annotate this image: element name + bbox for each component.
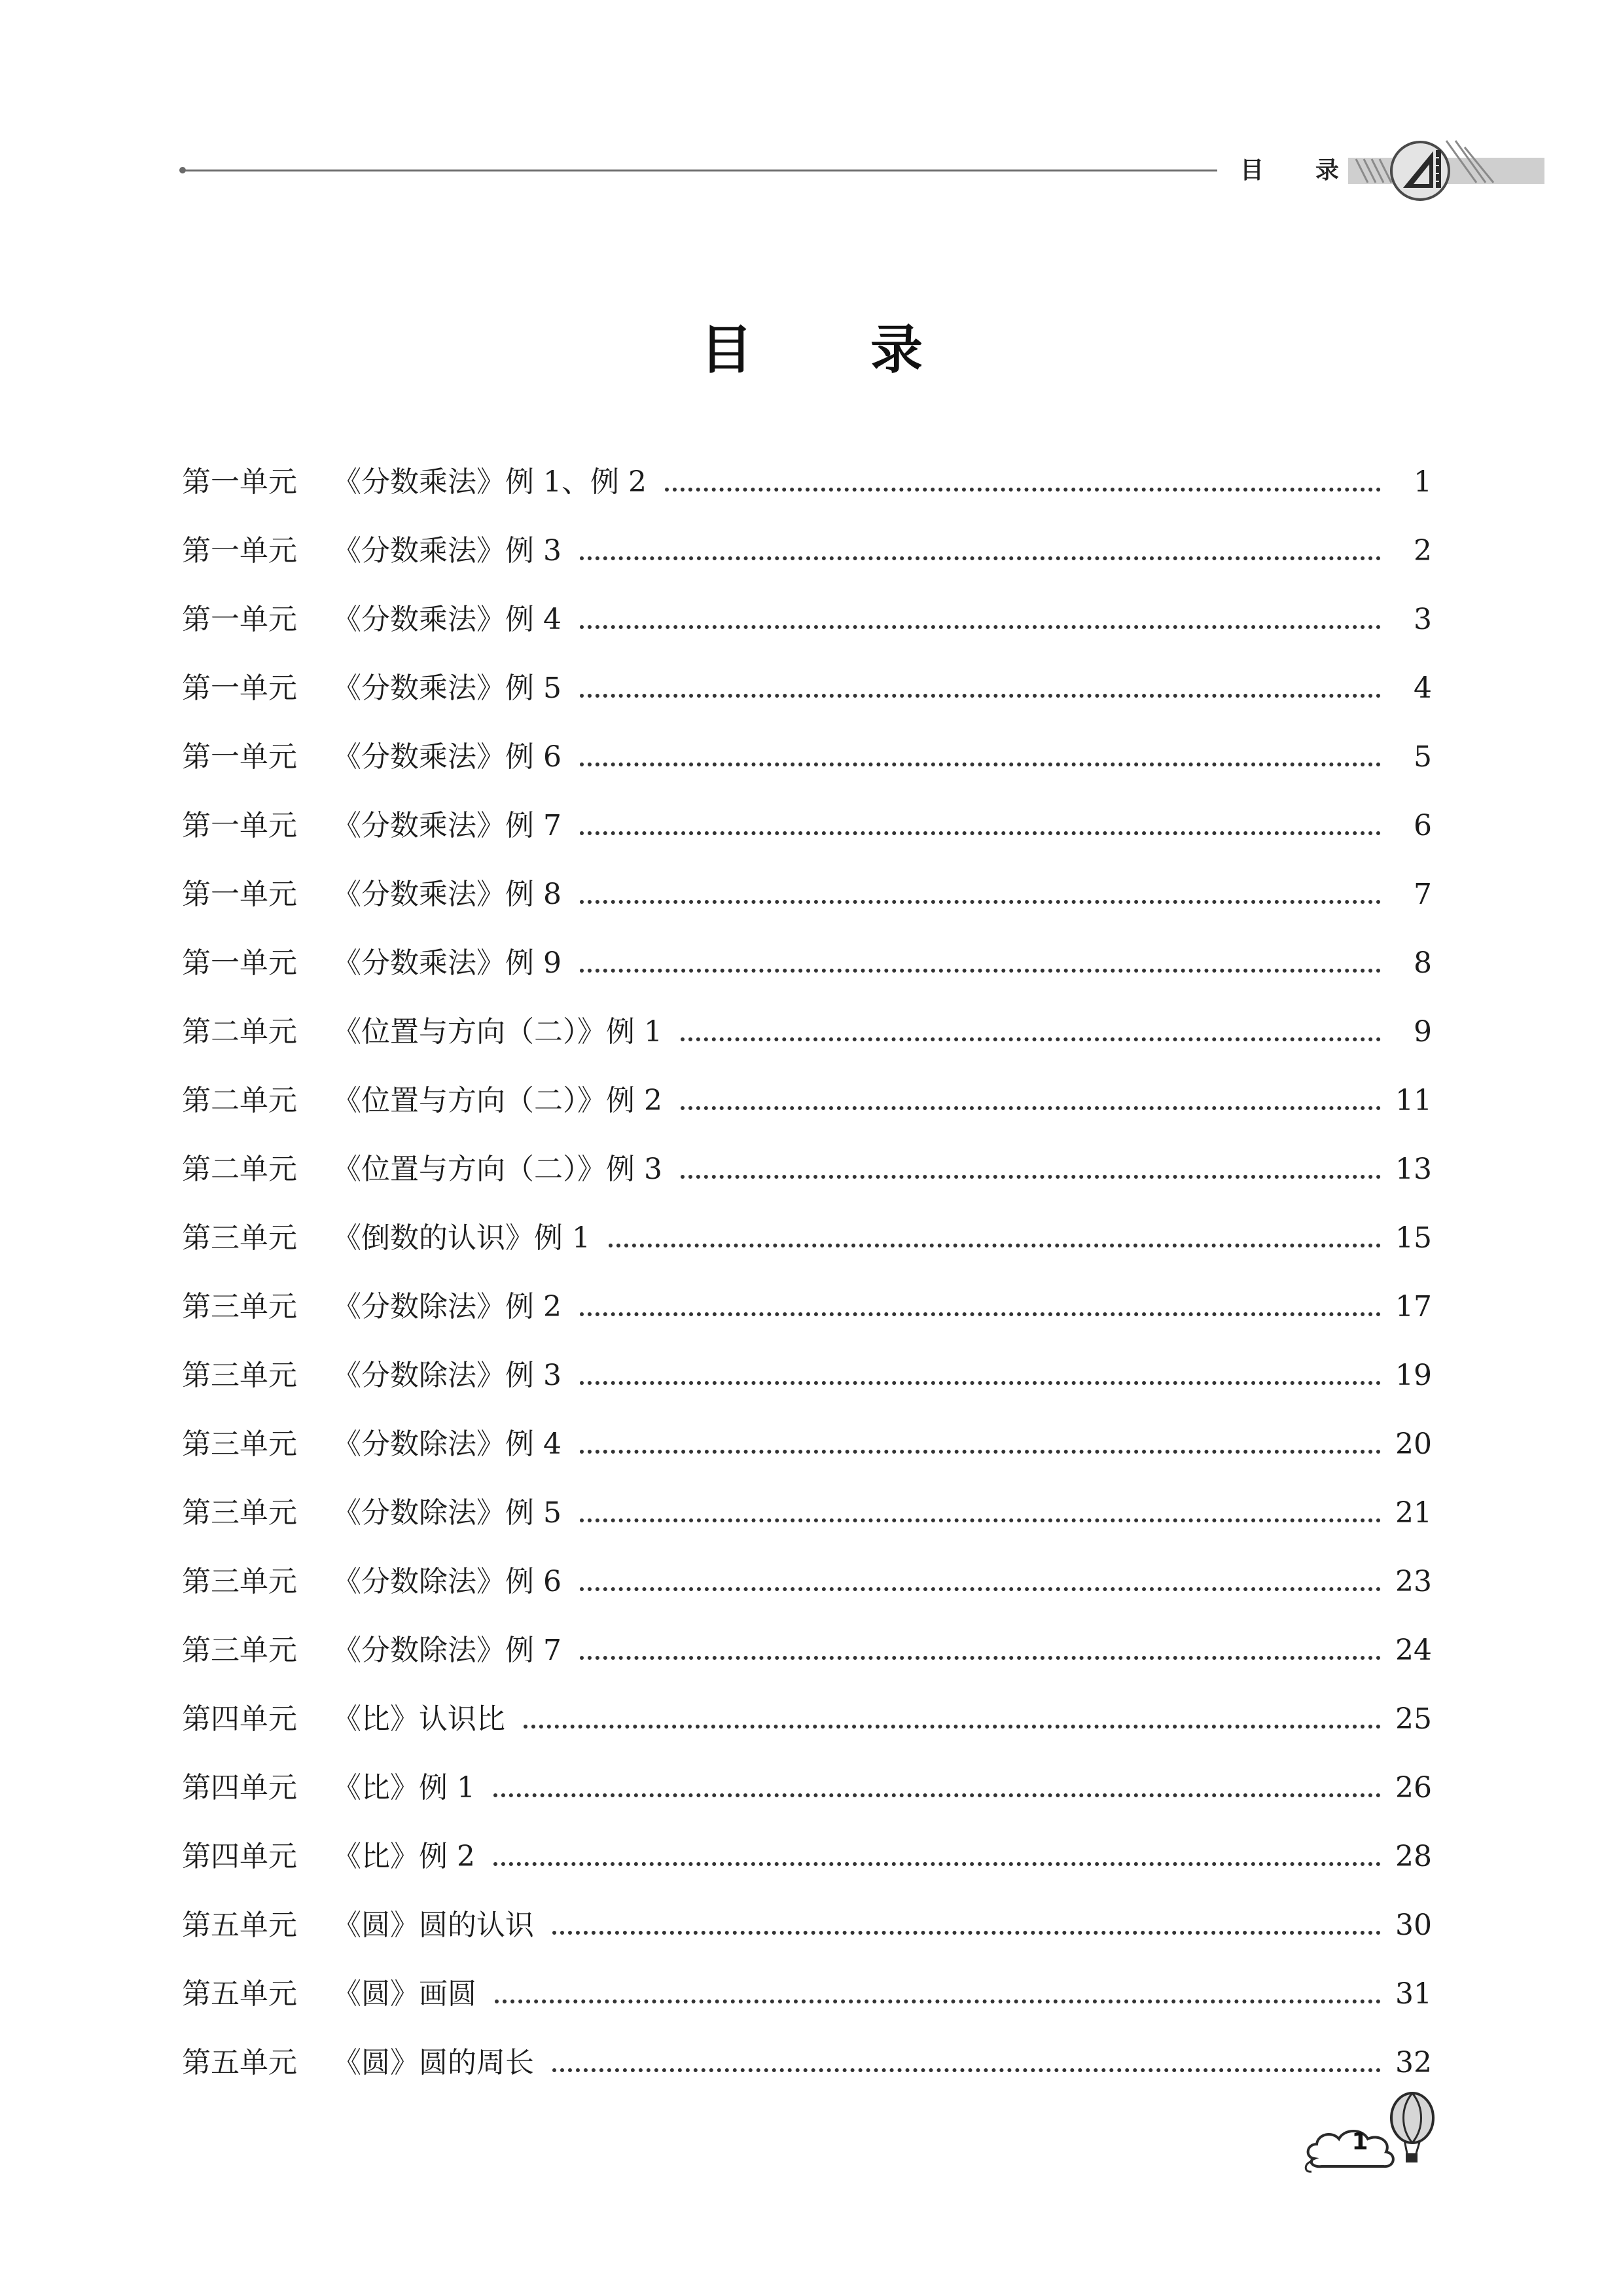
toc-dot-leader bbox=[493, 1862, 1381, 1866]
toc-unit-label: 第二单元 bbox=[182, 1015, 297, 1049]
toc-unit-label: 第四单元 bbox=[182, 1702, 297, 1736]
toc-dot-leader bbox=[580, 1587, 1381, 1591]
toc-unit-label: 第三单元 bbox=[182, 1496, 297, 1530]
set-square-emblem-icon bbox=[1348, 134, 1544, 206]
toc-dot-leader bbox=[580, 1312, 1381, 1316]
toc-unit-label: 第一单元 bbox=[182, 465, 297, 499]
toc-unit-label: 第一单元 bbox=[182, 672, 297, 705]
toc-entry-title: 《倒数的认识》例 1 bbox=[332, 1221, 590, 1255]
toc-unit-label: 第二单元 bbox=[182, 1084, 297, 1117]
toc-entry bbox=[182, 527, 1432, 596]
toc-page-number: 32 bbox=[1395, 2046, 1432, 2079]
toc-entry bbox=[182, 1558, 1432, 1626]
toc-entry bbox=[182, 939, 1432, 1008]
running-header-char-2: 录 bbox=[1315, 157, 1340, 184]
toc-dot-leader bbox=[665, 488, 1381, 492]
toc-entry bbox=[182, 1901, 1432, 1970]
toc-entry-title: 《圆》圆的认识 bbox=[332, 1909, 534, 1942]
toc-dot-leader bbox=[580, 900, 1381, 904]
toc-page-number: 3 bbox=[1414, 603, 1432, 636]
toc-page-number: 15 bbox=[1395, 1221, 1432, 1255]
toc-unit-label: 第三单元 bbox=[182, 1290, 297, 1323]
toc-dot-leader bbox=[580, 1656, 1381, 1660]
toc-entry-title: 《圆》圆的周长 bbox=[332, 2046, 534, 2079]
toc-page-number: 17 bbox=[1395, 1290, 1432, 1323]
toc-page-number: 30 bbox=[1395, 1909, 1432, 1942]
toc-entry bbox=[182, 1833, 1432, 1901]
toc-entry-title: 《位置与方向（二）》例 2 bbox=[332, 1084, 662, 1117]
toc-dot-leader bbox=[552, 1931, 1381, 1935]
toc-page-number: 24 bbox=[1395, 1634, 1432, 1667]
toc-entry-title: 《分数乘法》例 6 bbox=[332, 740, 562, 774]
toc-page-number: 21 bbox=[1395, 1496, 1432, 1530]
toc-unit-label: 第三单元 bbox=[182, 1427, 297, 1461]
toc-dot-leader bbox=[580, 556, 1381, 560]
toc-entry-title: 《圆》画圆 bbox=[332, 1977, 476, 2011]
toc-dot-leader bbox=[495, 2000, 1381, 2003]
toc-page-number: 28 bbox=[1395, 1840, 1432, 1873]
toc-page-number: 4 bbox=[1414, 672, 1432, 705]
toc-entry-title: 《比》例 2 bbox=[332, 1840, 475, 1873]
toc-page-number: 23 bbox=[1395, 1565, 1432, 1598]
toc-unit-label: 第四单元 bbox=[182, 1840, 297, 1873]
toc-entry bbox=[182, 1764, 1432, 1833]
page-number: 1 bbox=[1351, 2128, 1368, 2155]
toc-dot-leader bbox=[580, 1381, 1381, 1385]
toc-entry bbox=[182, 2039, 1432, 2108]
toc-entry bbox=[182, 733, 1432, 802]
toc-entry-title: 《比》例 1 bbox=[332, 1771, 475, 1804]
toc-dot-leader bbox=[580, 1518, 1381, 1522]
toc-entry bbox=[182, 802, 1432, 870]
toc-dot-leader bbox=[580, 625, 1381, 629]
toc-unit-label: 第一单元 bbox=[182, 740, 297, 774]
toc-entry-title: 《分数除法》例 2 bbox=[332, 1290, 562, 1323]
toc-unit-label: 第三单元 bbox=[182, 1634, 297, 1667]
toc-entry-title: 《分数除法》例 4 bbox=[332, 1427, 562, 1461]
toc-unit-label: 第一单元 bbox=[182, 809, 297, 842]
toc-unit-label: 第三单元 bbox=[182, 1565, 297, 1598]
toc-entry bbox=[182, 1352, 1432, 1420]
toc-entry-title: 《分数乘法》例 3 bbox=[332, 534, 562, 567]
toc-unit-label: 第五单元 bbox=[182, 1977, 297, 2011]
toc-unit-label: 第三单元 bbox=[182, 1221, 297, 1255]
toc-entry-title: 《分数乘法》例 1、例 2 bbox=[332, 465, 647, 499]
toc-page-number: 19 bbox=[1395, 1359, 1432, 1392]
toc-entry bbox=[182, 1695, 1432, 1764]
toc-entry-title: 《位置与方向（二）》例 3 bbox=[332, 1153, 662, 1186]
toc-page-number: 1 bbox=[1414, 465, 1432, 499]
toc-entry bbox=[182, 664, 1432, 733]
toc-page-number: 6 bbox=[1414, 809, 1432, 842]
toc-dot-leader bbox=[681, 1106, 1381, 1110]
toc-page-number: 8 bbox=[1414, 946, 1432, 980]
toc-entry-title: 《分数乘法》例 4 bbox=[332, 603, 562, 636]
toc-dot-leader bbox=[580, 831, 1381, 835]
toc-entry bbox=[182, 1214, 1432, 1283]
toc-page-number: 7 bbox=[1414, 878, 1432, 911]
toc-entry-title: 《比》认识比 bbox=[332, 1702, 505, 1736]
toc-dot-leader bbox=[580, 969, 1381, 973]
toc-page-number: 20 bbox=[1395, 1427, 1432, 1461]
toc-dot-leader bbox=[524, 1725, 1381, 1729]
toc-unit-label: 第一单元 bbox=[182, 878, 297, 911]
toc-unit-label: 第一单元 bbox=[182, 946, 297, 980]
toc-entry bbox=[182, 1008, 1432, 1077]
toc-entry bbox=[182, 1970, 1432, 2039]
toc-entry bbox=[182, 1420, 1432, 1489]
toc-dot-leader bbox=[552, 2068, 1381, 2072]
toc-unit-label: 第一单元 bbox=[182, 603, 297, 636]
toc-entry bbox=[182, 1077, 1432, 1145]
toc-entry-title: 《分数除法》例 3 bbox=[332, 1359, 562, 1392]
toc-entry bbox=[182, 1283, 1432, 1352]
toc-page-number: 5 bbox=[1414, 740, 1432, 774]
toc-dot-leader bbox=[609, 1244, 1381, 1247]
toc-entry-title: 《位置与方向（二）》例 1 bbox=[332, 1015, 662, 1049]
toc-dot-leader bbox=[681, 1037, 1381, 1041]
toc-dot-leader bbox=[681, 1175, 1381, 1179]
toc-entry-title: 《分数乘法》例 7 bbox=[332, 809, 562, 842]
toc-page-number: 31 bbox=[1395, 1977, 1432, 2011]
toc-unit-label: 第五单元 bbox=[182, 2046, 297, 2079]
toc-page-number: 25 bbox=[1395, 1702, 1432, 1736]
toc-dot-leader bbox=[580, 762, 1381, 766]
toc-entry bbox=[182, 458, 1432, 527]
toc-entry-title: 《分数乘法》例 9 bbox=[332, 946, 562, 980]
running-header-char-1: 目 bbox=[1240, 157, 1264, 184]
toc-page-number: 13 bbox=[1395, 1153, 1432, 1186]
toc-unit-label: 第五单元 bbox=[182, 1909, 297, 1942]
toc-dot-leader bbox=[580, 694, 1381, 698]
toc-unit-label: 第三单元 bbox=[182, 1359, 297, 1392]
toc-page-number: 11 bbox=[1395, 1084, 1432, 1117]
toc-entry bbox=[182, 870, 1432, 939]
toc-dot-leader bbox=[580, 1450, 1381, 1454]
toc-entry bbox=[182, 1489, 1432, 1558]
toc-entry bbox=[182, 1626, 1432, 1695]
toc-entry-title: 《分数乘法》例 8 bbox=[332, 878, 562, 911]
toc-entry bbox=[182, 596, 1432, 664]
toc-page-number: 2 bbox=[1414, 534, 1432, 567]
table-of-contents bbox=[182, 458, 1432, 2108]
toc-entry-title: 《分数除法》例 5 bbox=[332, 1496, 562, 1530]
toc-unit-label: 第二单元 bbox=[182, 1153, 297, 1186]
page-title: 目录 bbox=[700, 319, 1041, 380]
toc-entry bbox=[182, 1145, 1432, 1214]
toc-dot-leader bbox=[493, 1793, 1381, 1797]
toc-unit-label: 第一单元 bbox=[182, 534, 297, 567]
toc-entry-title: 《分数除法》例 6 bbox=[332, 1565, 562, 1598]
header-rule bbox=[183, 170, 1217, 171]
toc-entry-title: 《分数乘法》例 5 bbox=[332, 672, 562, 705]
toc-page-number: 26 bbox=[1395, 1771, 1432, 1804]
toc-entry-title: 《分数除法》例 7 bbox=[332, 1634, 562, 1667]
toc-page-number: 9 bbox=[1414, 1015, 1432, 1049]
toc-unit-label: 第四单元 bbox=[182, 1771, 297, 1804]
